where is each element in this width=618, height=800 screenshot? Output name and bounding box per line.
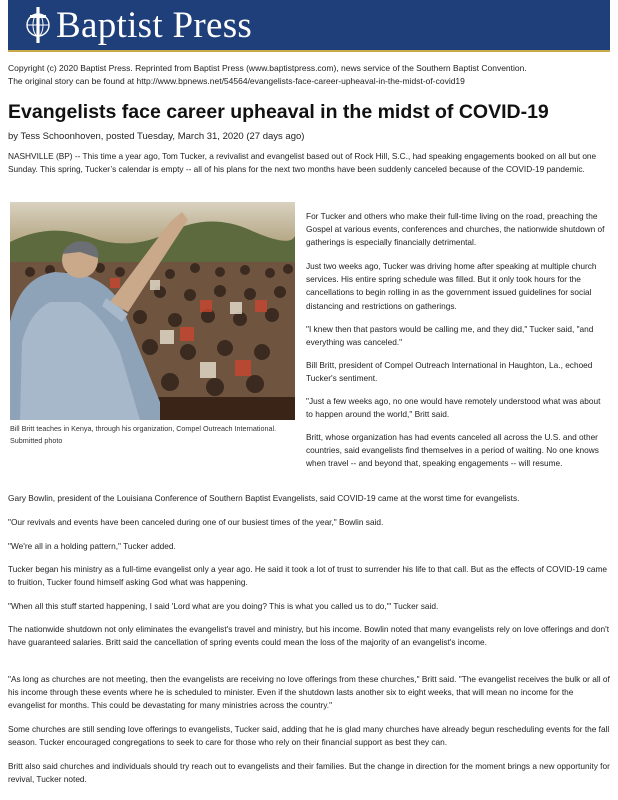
body-paragraph: "When all this stuff started happening, I said 'Lord what are you doing? This is what you called us to do,'" Tucker said. — [8, 601, 439, 611]
body-paragraph: The nationwide shutdown not only eliminates the evangelist's travel and ministry, but his income. Bowlin noted that many evangelists rely on love offerings and don't have guaranteed salaries. Britt said the cancellation of spring events could mean the loss of the majority of an evangelist's income. — [8, 624, 610, 648]
article-photo — [10, 202, 295, 420]
side-paragraph: "Just a few weeks ago, no one would have remotely understood what was about to happen around the world," Britt said. — [306, 396, 601, 420]
masthead — [8, 0, 610, 52]
copyright-notice — [8, 62, 608, 88]
body-paragraph: "Our revivals and events have been canceled during one of our busiest times of the year," Bowlin said. — [8, 517, 384, 527]
side-paragraph: For Tucker and others who make their full-time living on the road, preaching the Gospel at various events, conferences and churches, the nationwide shutdown of gatherings is especially financially detrimental. — [306, 211, 605, 248]
masthead-title: Baptist Press — [56, 5, 253, 46]
article-byline: by Tess Schoonhoven, posted Tuesday, March 31, 2020 (27 days ago) — [8, 131, 305, 142]
side-paragraph: Just two weeks ago, Tucker was driving home after speaking at multiple church services. His entire spring schedule was filled. But it only took hours for the cancellations to begin rolling in as the government issued guidelines for social distancing and restrictions on gatherings. — [306, 261, 597, 311]
body-paragraph: Gary Bowlin, president of the Louisiana Conference of Southern Baptist Evangelists, said COVID-19 came at the worst time for evangelists. — [8, 493, 520, 503]
photo-illustration — [10, 202, 295, 420]
body-paragraph: Some churches are still sending love offerings to evangelists, Tucker said, adding that he is glad many churches have already begun rescheduling events for the fall season. Tucker encouraged congregations to seek to care for those who rely on their financial support as best they can. — [8, 724, 610, 748]
body-paragraph: "As long as churches are not meeting, then the evangelists are receiving no love offerings from these churches," Britt said. "The evangelist receives the bulk or all of his income through these events where he is scheduled to minister. Even if the shutdown lasts another six to eight weeks, that will mean no income for the evangelist for months. This could be devastating for many ministries across the country." — [8, 674, 610, 711]
side-paragraph: "I knew then that pastors would be calling me, and they did," Tucker said, "and everything was canceled." — [306, 324, 594, 348]
copyright-line: Copyright (c) 2020 Baptist Press. Reprinted from Baptist Press (www.baptistpress.com), news service of the Southern Baptist Convention. — [8, 63, 527, 73]
article-headline: Evangelists face career upheaval in the midst of COVID-19 — [8, 101, 549, 123]
body-paragraph: "We're all in a holding pattern," Tucker added. — [8, 541, 176, 551]
side-paragraph: Bill Britt, president of Compel Outreach International in Haughton, La., echoed Tucker's sentiment. — [306, 360, 593, 384]
intro-paragraph: NASHVILLE (BP) -- This time a year ago, Tom Tucker, a revivalist and evangelist based out of Rock Hill, S.C., had speaking engagements booked on all but one Sunday. This spring, Tucker’s calendar is empty -- all of his plans for the next two months have been suddenly canceled because of the COVID-19 pandemic. — [8, 151, 597, 175]
photo-caption-text: Bill Britt teaches in Kenya, through his organization, Compel Outreach International. — [10, 424, 277, 433]
body-paragraph: Tucker began his ministry as a full-time evangelist only a year ago. He said it took a lot of trust to surrender his life to that call. But as the effects of COVID-19 came to fruition, Tucker found himself asking God what was happening. — [8, 564, 608, 588]
body-paragraph: Britt also said churches and individuals should try reach out to evangelists and their families. But the change in direction for the moment brings a new opportunity for revival, Tucker noted. — [8, 761, 610, 785]
photo-caption — [10, 423, 300, 447]
photo-credit: Submitted photo — [10, 436, 63, 445]
side-paragraph: Britt, whose organization has had events canceled all across the U.S. and other countries, said evangelists find themselves in a period of waiting. No one knows when travel -- and beyond that, speaking engagements -- will resume. — [306, 432, 599, 469]
original-story-line: The original story can be found at http://www.bpnews.net/54564/evangelists-face-career-upheaval-in-the-midst-of-covid19 — [8, 76, 465, 86]
cross-globe-logo-icon — [24, 6, 52, 44]
